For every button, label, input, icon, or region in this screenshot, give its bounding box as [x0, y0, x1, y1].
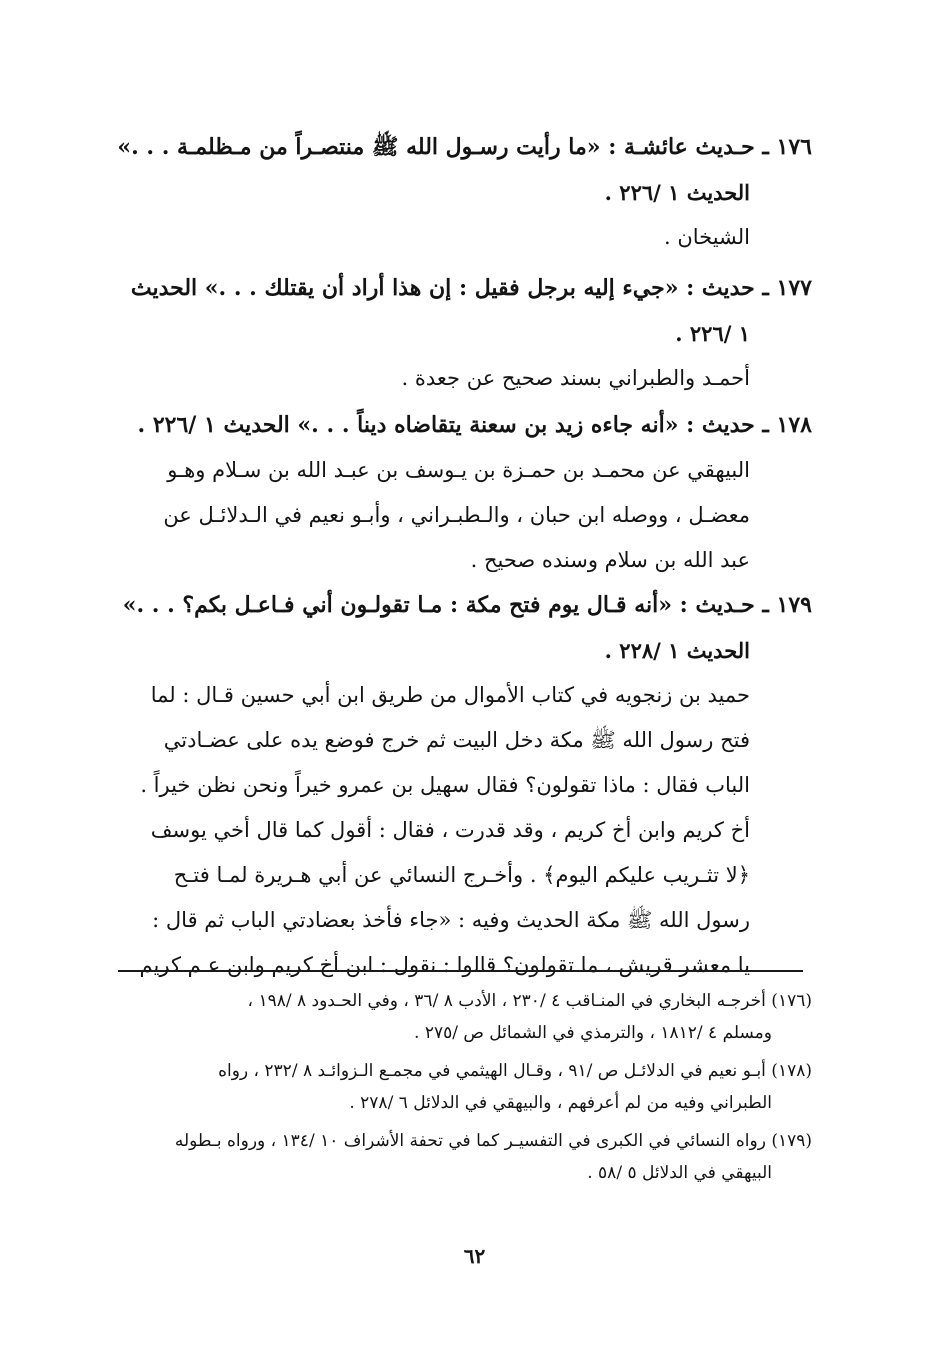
entry-text-line: رسول الله ﷺ مكة الحديث وفيه : «جاء فأخذ بعضادتي الباب ثم قال :: [152, 908, 750, 932]
entry-heading: ١٧٦ ـ حـديث عائشـة : «ما رأيت رسـول الله ﷺ منتصـراً من مـظلمـة . . .»: [117, 134, 812, 160]
entry-text-line: ﴿لا تثـريب عليكم اليوم﴾ . وأخـرج النسائي عن أبي هـريرة لمـا فتـح: [173, 863, 750, 887]
entry-text-line: حميد بن زنجويه في كتاب الأموال من طريق ابن أبي حسين قـال : لما: [150, 683, 750, 707]
hadith-entry-179: [100, 583, 812, 988]
entry-text-line: معضـل ، ووصله ابن حبان ، والـطبـراني ، وأبـو نعيم في الـدلائـل عن: [163, 503, 750, 527]
footnotes: [112, 985, 812, 1195]
footnote-176: [112, 985, 812, 1049]
entry-heading: ١٧٨ ـ حديث : «أنه جاءه زيد بن سعنة يتقاضاه ديناً . . .» الحديث ١ /٢٢٦ .: [137, 412, 812, 438]
footnote-line: البيهقي في الدلائل ٥ /٥٨ .: [587, 1163, 772, 1183]
hadith-entry-176: [100, 125, 812, 260]
hadith-entry-178: [100, 403, 812, 583]
entry-reference: ١ /٢٢٦ .: [675, 321, 750, 346]
entry-heading: ١٧٩ ـ حـديث : «أنه قـال يوم فتح مكة : مـا تقولـون أني فـاعـل بكم؟ . . .»: [122, 592, 812, 618]
entry-reference: الحديث ١ /٢٢٦ .: [604, 180, 750, 205]
entry-text-line: الباب فقال : ماذا تقولون؟ فقال سهيل بن عمرو خيراً ونحن نظن خيراً .: [140, 773, 750, 797]
entry-source: أحمـد والطبراني بسند صحيح عن جعدة .: [401, 366, 750, 390]
footnote-line: (١٧٩) رواه النسائي في الكبرى في التفسيـر كما في تحفة الأشراف ١٠ /١٣٤ ، ورواه بـطوله: [174, 1131, 812, 1151]
entry-reference: الحديث ١ /٢٢٨ .: [604, 638, 750, 663]
footnote-line: (١٧٦) أخرجـه البخاري في المنـاقب ٤ /٢٣٠ ، الأدب ٨ /٣٦ ، وفي الحـدود ٨ /١٩٨ ،: [247, 991, 812, 1011]
footnote-divider: [118, 970, 803, 972]
footnote-179: [112, 1125, 812, 1189]
footnote-line: (١٧٨) أبـو نعيم في الدلائـل ص /٩١ ، وقـال الهيثمي في مجمـع الـزوائـد ٨ /٢٣٢ ، رواه: [218, 1061, 812, 1081]
footnote-178: [112, 1055, 812, 1119]
footnote-line: الطبراني وفيه من لم أعرفهم ، والبيهقي في الدلائل ٦ /٢٧٨ .: [349, 1093, 772, 1113]
hadith-entry-177: [100, 266, 812, 401]
entry-text-line: البيهقي عن محمـد بن حمـزة بن يـوسف بن عبـد الله بن سـلام وهـو: [167, 458, 750, 482]
entry-text-line: يا معشر قريش ، ما تقولون؟ قالوا : نقول : ابن أخ كريم وابن عـم كريم: [139, 953, 750, 977]
entry-text-line: أخ كريم وابن أخ كريم ، وقد قدرت ، فقال : أقول كما قال أخي يوسف: [150, 818, 750, 842]
entry-source: الشيخان .: [663, 225, 750, 249]
page-number: ٦٢: [463, 1244, 486, 1268]
entry-heading: ١٧٧ ـ حديث : «جيء إليه برجل فقيل : إن هذا أراد أن يقتلك . . .» الحديث: [130, 275, 812, 301]
main-text: [100, 125, 812, 988]
entry-text-line: فتح رسول الله ﷺ مكة دخل البيت ثم خرج فوضع يده على عضـادتي: [163, 728, 750, 752]
footnote-line: ومسلم ٤ /١٨١٢ ، والترمذي في الشمائل ص /٢٧٥ .: [414, 1023, 772, 1043]
entry-text-line: عبد الله بن سلام وسنده صحيح .: [470, 548, 750, 572]
